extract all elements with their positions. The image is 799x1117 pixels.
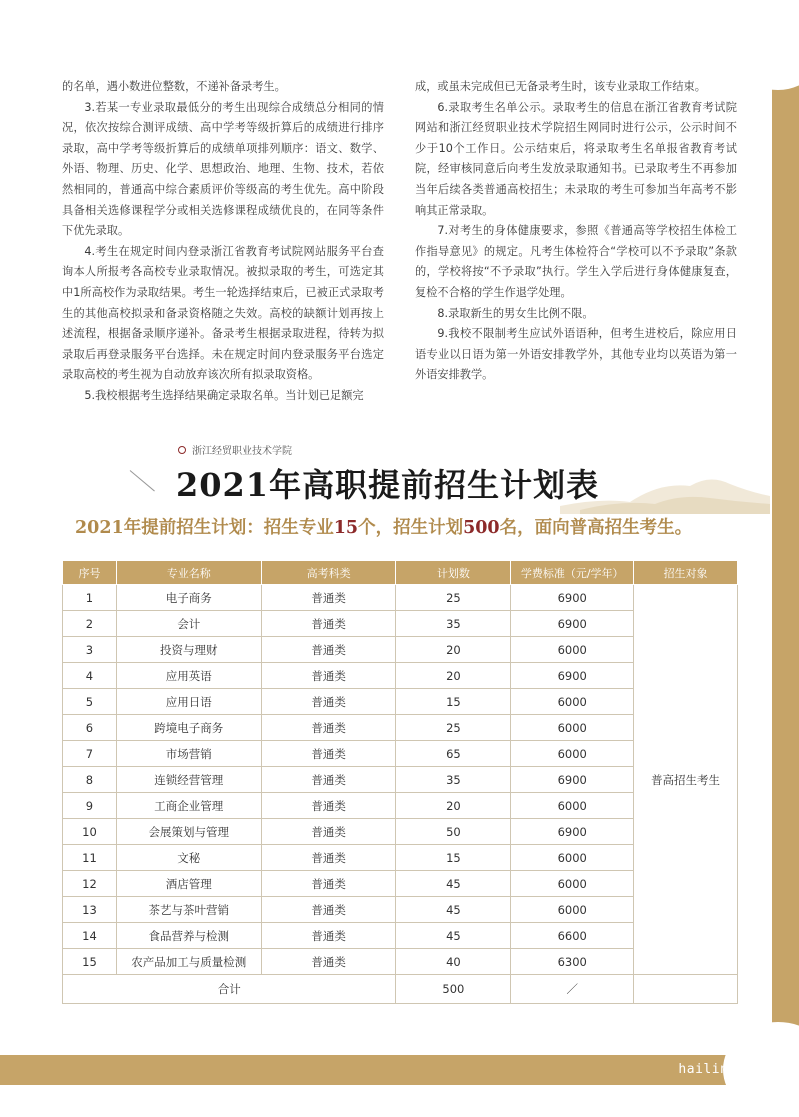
cell-category: 普通类 [261, 663, 396, 689]
column-header: 招生对象 [634, 561, 738, 585]
total-target [634, 975, 738, 1004]
cell-plan: 35 [396, 611, 511, 637]
paragraph: 7.对考生的身体健康要求，参照《普通高等学校招生体检工作指导意见》的规定。凡考生体检符合“学校可以不予录取”条款的，学校将按“不予录取”执行。学生入学后进行身体健康复查，复检不合格的学生作退学处理。 [415, 224, 737, 299]
cell-index: 5 [63, 689, 117, 715]
cell-major: 市场营销 [116, 741, 261, 767]
column-header: 高考科类 [261, 561, 396, 585]
cell-fee: 6000 [511, 741, 634, 767]
cell-fee: 6000 [511, 715, 634, 741]
table-total-row [63, 975, 738, 1004]
cell-fee: 6900 [511, 819, 634, 845]
cell-category: 普通类 [261, 793, 396, 819]
cell-category: 普通类 [261, 741, 396, 767]
cell-plan: 15 [396, 689, 511, 715]
school-name: 浙江经贸职业技术学院 [192, 446, 292, 457]
cell-category: 普通类 [261, 949, 396, 975]
cell-plan: 20 [396, 637, 511, 663]
cell-category: 普通类 [261, 819, 396, 845]
cell-major: 应用英语 [116, 663, 261, 689]
subtitle-part: 2021年提前招生计划：招生专业 [75, 518, 334, 538]
cell-fee: 6600 [511, 923, 634, 949]
cell-category: 普通类 [261, 611, 396, 637]
paragraph: 成，或虽未完成但已无备录考生时，该专业录取工作结束。 [415, 80, 706, 93]
subtitle-number: 500 [463, 518, 500, 538]
cell-plan: 45 [396, 871, 511, 897]
cell-index: 1 [63, 585, 117, 611]
paragraph: 4.考生在规定时间内登录浙江省教育考试院网站服务平台查询本人所报考各高校专业录取情况。被拟录取的考生，可选定其中1所高校作为录取结果。考生一轮选择结束后，已被正式录取考生的其他高校拟录和备录资格随之失效。高校的缺额计划再按上述流程，根据备录顺序递补。备录考生根据录取进程，待转为拟录取后再登录服务平台选择。未在规定时间内登录服务平台选定录取高校的考生视为自动放弃该次所有拟录取资格。 [62, 244, 384, 382]
cell-plan: 20 [396, 793, 511, 819]
cell-index: 12 [63, 871, 117, 897]
cell-index: 3 [63, 637, 117, 663]
column-header: 专业名称 [116, 561, 261, 585]
subtitle-part: 个，招生计划 [358, 518, 464, 538]
left-text-column [62, 77, 384, 407]
cell-index: 2 [63, 611, 117, 637]
cell-category: 普通类 [261, 637, 396, 663]
cell-category: 普通类 [261, 871, 396, 897]
cell-category: 普通类 [261, 689, 396, 715]
cell-fee: 6900 [511, 585, 634, 611]
cell-index: 15 [63, 949, 117, 975]
cell-index: 14 [63, 923, 117, 949]
cell-index: 10 [63, 819, 117, 845]
paragraph: 6.录取考生名单公示。录取考生的信息在浙江省教育考试院网站和浙江经贸职业技术学院招生网同时进行公示，公示时间不少于10个工作日。公示结束后，将录取考生名单报省教育考试院，经审核同意后向考生发放录取通知书。已录取考生不再参加当年后续各类普通高校招生；未录取的考生可参加当年高考不影响其正常录取。 [415, 100, 737, 217]
column-header: 序号 [63, 561, 117, 585]
cell-major: 食品营养与检测 [116, 923, 261, 949]
cell-index: 11 [63, 845, 117, 871]
paragraph: 3.若某一专业录取最低分的考生出现综合成绩总分相同的情况，依次按综合测评成绩、高中学考等级折算后的成绩进行排序录取，高中学考等级折算后的成绩单项排列顺序：语文、数学、外语、物理、历史、化学、思想政治、地理、生物、技术，若依然相同的，普通高中综合素质评价等级高的考生优先。高中阶段具备相关选修课程学分或相关选修课程成绩优良的，在同等条件下优先录取。 [62, 100, 384, 238]
page-title: 2021年高职提前招生计划表 [176, 466, 600, 504]
cell-major: 酒店管理 [116, 871, 261, 897]
cell-fee: 6000 [511, 845, 634, 871]
paragraph: 5.我校根据考生选择结果确定录取名单。当计划已足额完 [84, 388, 364, 402]
cell-fee: 6000 [511, 689, 634, 715]
cell-fee: 6900 [511, 767, 634, 793]
cell-fee: 6000 [511, 897, 634, 923]
table-row [63, 585, 738, 611]
cell-target: 普高招生考生 [634, 585, 738, 975]
table-header-row [63, 561, 738, 585]
cell-category: 普通类 [261, 923, 396, 949]
cell-plan: 65 [396, 741, 511, 767]
cell-plan: 35 [396, 767, 511, 793]
cell-major: 跨境电子商务 [116, 715, 261, 741]
cell-plan: 15 [396, 845, 511, 871]
cell-index: 8 [63, 767, 117, 793]
paragraph: 8.录取新生的男女生比例不限。 [437, 306, 594, 320]
total-fee: ／ [511, 975, 634, 1004]
cell-fee: 6900 [511, 663, 634, 689]
cell-plan: 20 [396, 663, 511, 689]
cell-category: 普通类 [261, 845, 396, 871]
total-label: 合计 [63, 975, 396, 1004]
decorative-band-right [772, 0, 799, 1085]
cell-plan: 40 [396, 949, 511, 975]
paragraph: 的名单，遇小数进位整数，不递补备录考生。 [62, 80, 286, 93]
cell-major: 茶艺与茶叶营销 [116, 897, 261, 923]
subtitle-part: 名，面向普高招生考生。 [499, 518, 693, 538]
cell-major: 投资与理财 [116, 637, 261, 663]
enrollment-plan-table [62, 560, 738, 1004]
total-plan: 500 [396, 975, 511, 1004]
mountain-decoration-icon [560, 464, 770, 514]
cell-category: 普通类 [261, 715, 396, 741]
cell-major: 电子商务 [116, 585, 261, 611]
paragraph: 9.我校不限制考生应试外语语种，但考生进校后，除应用日语专业以日语为第一外语安排教学外，其他专业均以英语为第一外语安排教学。 [415, 327, 737, 382]
cell-major: 应用日语 [116, 689, 261, 715]
cell-index: 7 [63, 741, 117, 767]
cell-major: 会展策划与管理 [116, 819, 261, 845]
subtitle [75, 514, 692, 539]
right-text-column [415, 77, 737, 386]
cell-plan: 25 [396, 715, 511, 741]
title-decoration-line [130, 470, 155, 491]
cell-major: 农产品加工与质量检测 [116, 949, 261, 975]
cell-index: 4 [63, 663, 117, 689]
cell-major: 文秘 [116, 845, 261, 871]
cell-fee: 6000 [511, 871, 634, 897]
circle-icon [178, 446, 186, 454]
cell-fee: 6000 [511, 793, 634, 819]
cell-index: 13 [63, 897, 117, 923]
cell-fee: 6900 [511, 611, 634, 637]
cell-index: 6 [63, 715, 117, 741]
cell-plan: 45 [396, 897, 511, 923]
cell-category: 普通类 [261, 897, 396, 923]
column-header: 学费标准（元/学年） [511, 561, 634, 585]
cell-plan: 45 [396, 923, 511, 949]
subtitle-number: 15 [333, 518, 359, 538]
cell-major: 工商企业管理 [116, 793, 261, 819]
cell-major: 会计 [116, 611, 261, 637]
school-name-line [178, 442, 292, 457]
cell-plan: 50 [396, 819, 511, 845]
cell-category: 普通类 [261, 767, 396, 793]
cell-major: 连锁经营管理 [116, 767, 261, 793]
watermark-text: hailinghu4.com [678, 1062, 795, 1077]
cell-category: 普通类 [261, 585, 396, 611]
cell-plan: 25 [396, 585, 511, 611]
cell-fee: 6000 [511, 637, 634, 663]
column-header: 计划数 [396, 561, 511, 585]
cell-index: 9 [63, 793, 117, 819]
cell-fee: 6300 [511, 949, 634, 975]
